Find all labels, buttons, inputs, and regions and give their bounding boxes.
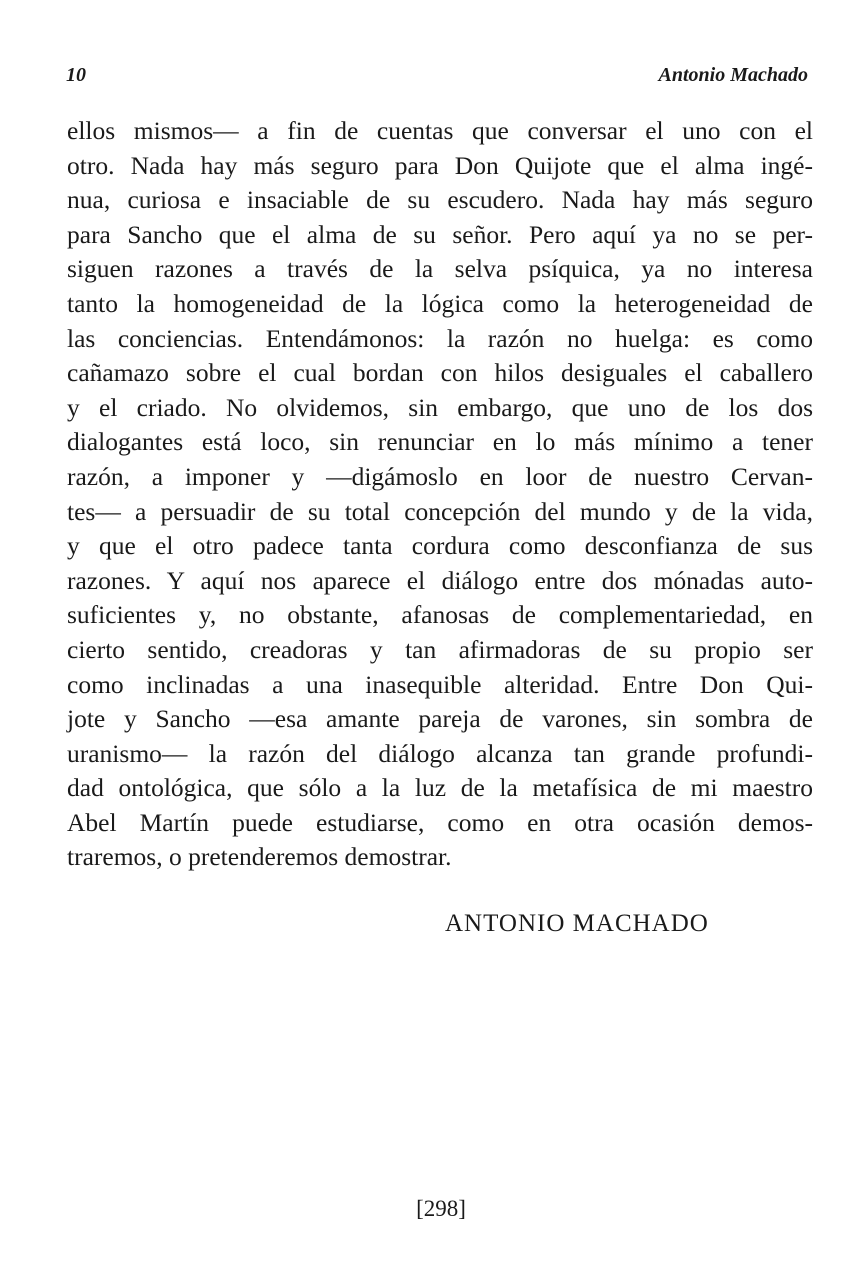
text-line: tes— a persuadir de su total concepción del mundo y de la vida, (67, 496, 813, 526)
text-line: cañamazo sobre el cual bordan con hilos desiguales el caballero (67, 358, 813, 388)
running-title: Antonio Machado (658, 64, 808, 86)
text-line: dad ontológica, que sólo a la luz de la metafísica de mi maestro (67, 773, 813, 803)
text-line: razón, a imponer y —digámoslo en loor de nuestro Cervan- (67, 461, 813, 491)
body-text (67, 114, 813, 875)
page-number: [298] (416, 1196, 466, 1221)
text-line: y que el otro padece tanta cordura como desconfianza de sus (67, 531, 813, 561)
text-line: siguen razones a través de la selva psíquica, ya no interesa (67, 254, 813, 284)
text-line: uranismo— la razón del diálogo alcanza tan grande profundi- (67, 738, 813, 768)
text-line: nua, curiosa e insaciable de su escudero. Nada hay más seguro (67, 185, 813, 215)
text-line: las conciencias. Entendámonos: la razón no huelga: es como (67, 323, 813, 353)
text-line: jote y Sancho —esa amante pareja de varones, sin sombra de (67, 704, 813, 734)
text-line: tanto la homogeneidad de la lógica como la heterogeneidad de (67, 288, 813, 318)
text-line: Abel Martín puede estudiarse, como en otra ocasión demos- (67, 807, 813, 837)
text-line: suficientes y, no obstante, afanosas de complementariedad, en (67, 600, 813, 630)
text-line: dialogantes está loco, sin renunciar en lo más mínimo a tener (67, 427, 813, 457)
text-line: traremos, o pretenderemos demostrar. (67, 842, 452, 872)
signature: ANTONIO MACHADO (445, 910, 709, 937)
text-line: ellos mismos— a fin de cuentas que conversar el uno con el (67, 116, 813, 145)
page-folio: 10 (66, 64, 86, 86)
text-line: como inclinadas a una inasequible alteridad. Entre Don Qui- (67, 669, 813, 699)
text-line: razones. Y aquí nos aparece el diálogo entre dos mónadas auto- (67, 565, 813, 595)
text-line: cierto sentido, creadoras y tan afirmadoras de su propio ser (67, 634, 813, 664)
text-line: para Sancho que el alma de su señor. Pero aquí ya no se per- (67, 219, 813, 249)
text-line: otro. Nada hay más seguro para Don Quijote que el alma ingé- (67, 150, 813, 180)
text-line: y el criado. No olvidemos, sin embargo, que uno de los dos (67, 392, 813, 422)
